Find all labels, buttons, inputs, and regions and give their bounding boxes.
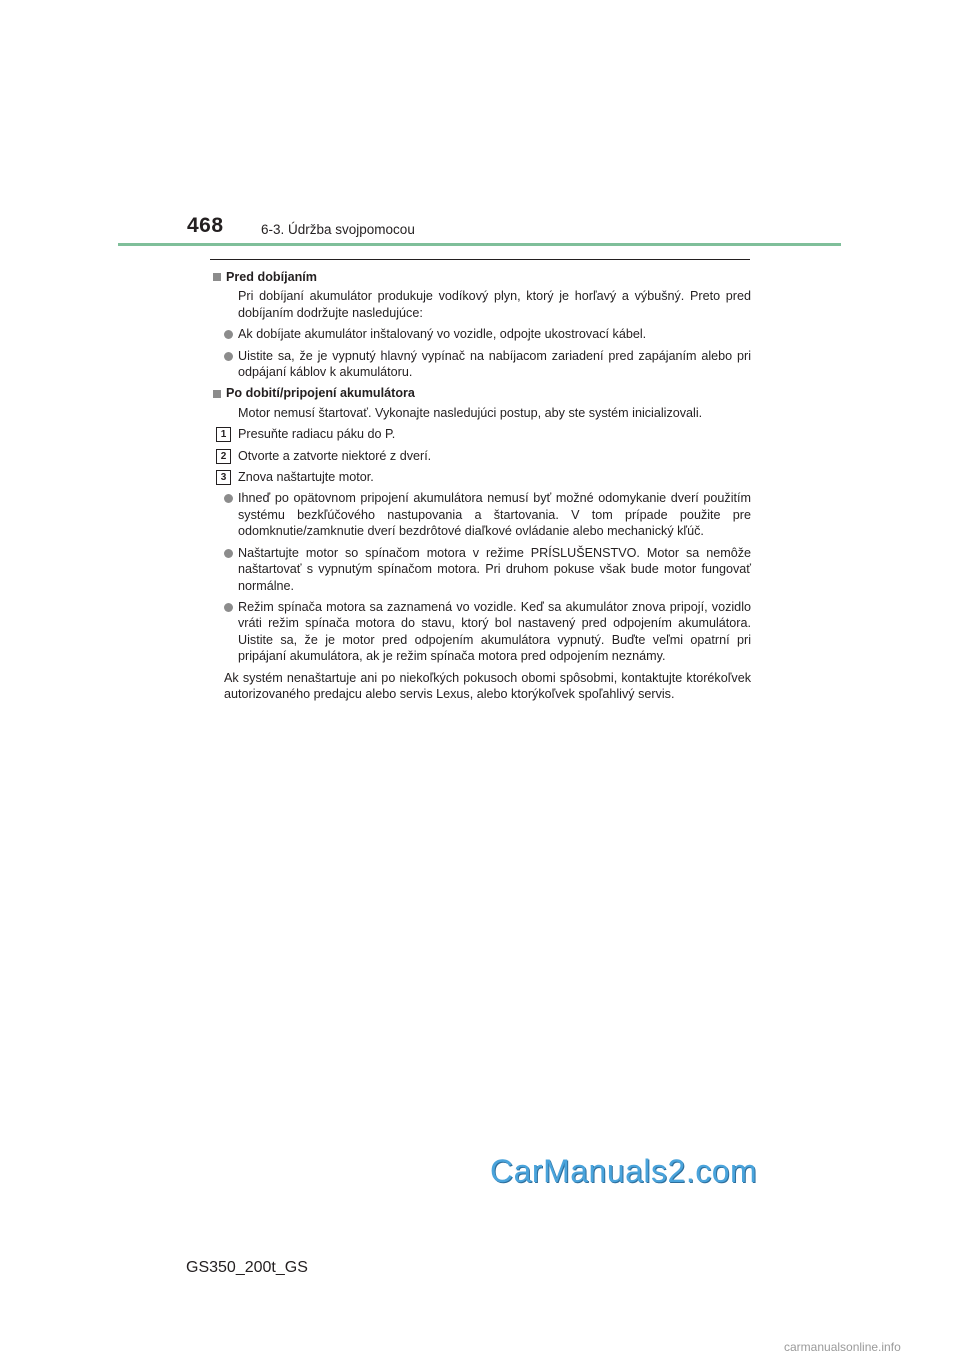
bullet-item: Uistite sa, že je vypnutý hlavný vypínač na nabíjacom zariadení pred zapájaním alebo pri odpájaní káblov k akumulátoru. — [224, 348, 751, 381]
step-number-badge: 1 — [216, 427, 231, 442]
section-title: 6-3. Údržba svojpomocou — [261, 222, 415, 237]
circle-bullet-icon — [224, 494, 233, 503]
model-code: GS350_200t_GS — [186, 1259, 308, 1276]
bullet-item: Ak dobíjate akumulátor inštalovaný vo vozidle, odpojte ukostrovací kábel. — [224, 326, 751, 342]
section-heading-after-charging: Po dobití/pripojení akumulátora — [224, 385, 751, 401]
header-divider — [118, 243, 841, 246]
step-item: 1 Presuňte radiacu páku do P. — [224, 426, 751, 442]
watermark-url: carmanualsonline.info — [784, 1340, 901, 1354]
step-item: 2 Otvorte a zatvorte niektoré z dverí. — [224, 448, 751, 464]
bullet-item: Ihneď po opätovnom pripojení akumulátora nemusí byť možné odomykanie dverí použitím systému bezkľúčového nastupovania a štartovania. V tom prípade použite pre odomknutie/zamknutie dverí bezdrôtové diaľkové ovládanie alebo mechanický kľúč. — [224, 490, 751, 539]
page-header — [0, 0, 960, 250]
page-number: 468 — [187, 214, 224, 237]
square-bullet-icon — [213, 390, 221, 398]
circle-bullet-icon — [224, 603, 233, 612]
watermark-logo: CarManuals2.com — [490, 1153, 758, 1189]
bullet-item: Režim spínača motora sa zaznamená vo vozidle. Keď sa akumulátor znova pripojí, vozidlo vráti režim spínača motora do stavu, ktorý bol nastavený pred odpojením akumulátora. Uistite sa, že je motor pred odpojením akumulátora vypnutý. Buďte veľmi opatrní pri pripájaní akumulátora, ak je režim spínača motora pred odpojením neznámy. — [224, 599, 751, 665]
section-intro: Motor nemusí štartovať. Vykonajte nasledujúci postup, aby ste systém inicializovali. — [238, 405, 703, 420]
step-item: 3 Znova naštartujte motor. — [224, 469, 751, 485]
page-content — [220, 267, 751, 707]
step-number-badge: 2 — [216, 449, 231, 464]
square-bullet-icon — [213, 273, 221, 281]
content-divider — [210, 259, 750, 260]
circle-bullet-icon — [224, 352, 233, 361]
closing-paragraph: Ak systém nenaštartuje ani po niekoľkých pokusoch obomi spôsobmi, kontaktujte ktorékoľvek autorizovaného predajcu alebo servis Lexus, alebo ktorýkoľvek spoľahlivý servis. — [224, 670, 751, 701]
bullet-item: Naštartujte motor so spínačom motora v režime PRÍSLUŠENSTVO. Motor sa nemôže naštartovať s vypnutým spínačom motora. Pri druhom pokuse však bude motor fungovať normálne. — [224, 545, 751, 594]
section-heading-before-charging: Pred dobíjaním — [224, 269, 751, 285]
section-intro: Pri dobíjaní akumulátor produkuje vodíkový plyn, ktorý je horľavý a výbušný. Preto pred dobíjaním dodržujte nasledujúce: — [238, 289, 751, 320]
step-number-badge: 3 — [216, 470, 231, 485]
circle-bullet-icon — [224, 549, 233, 558]
circle-bullet-icon — [224, 330, 233, 339]
